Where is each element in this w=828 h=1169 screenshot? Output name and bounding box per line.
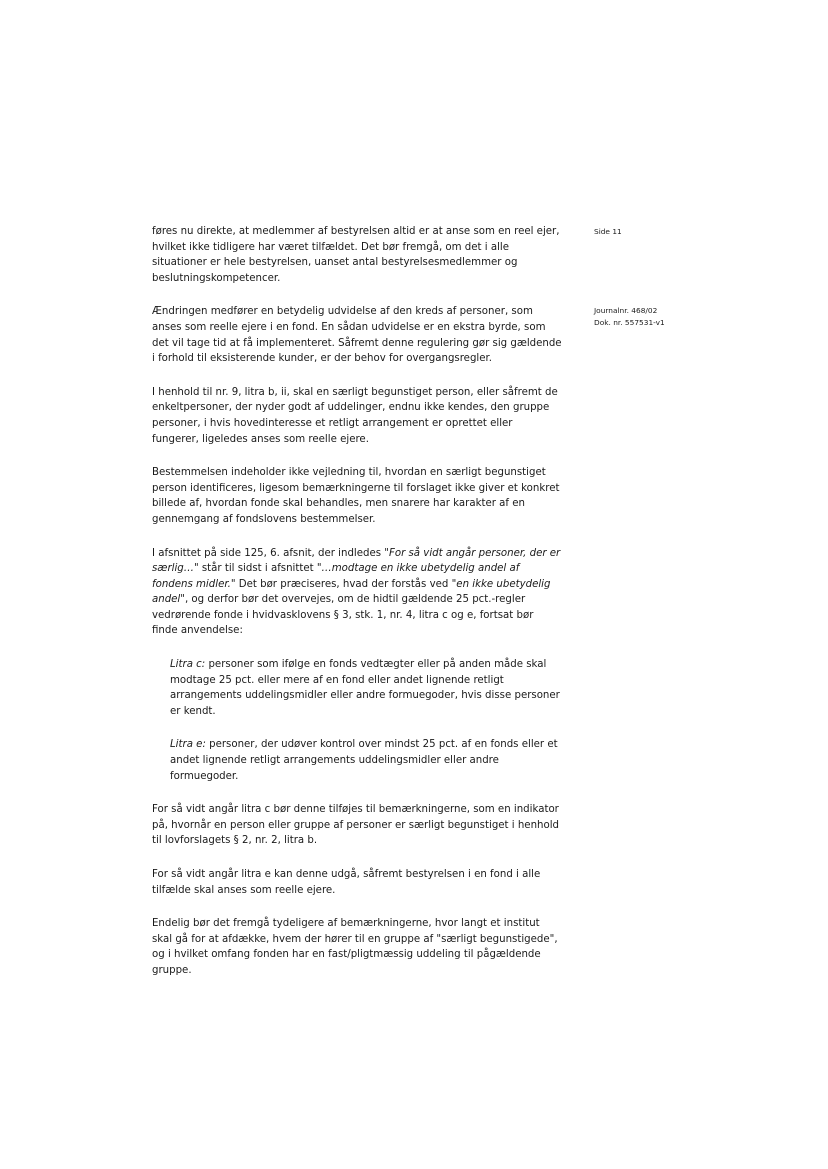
paragraph-5-end: , og derfor bør det overvejes, om de hidtil gældende 25 pct.-regler vedrørende fonde i hvidvasklovens § 3, stk. 1, nr. 4, litra c og e, fortsat bør finde anvendelse:	[152, 594, 534, 637]
journal-number: Journalnr. 468/02	[594, 306, 658, 315]
document-number: Dok. nr. 557531-v1	[594, 318, 665, 327]
litra-e-text: personer, der udøver kontrol over mindst 25 pct. af en fonds eller et andet lignende retligt arrangements uddelingsmidler eller andre formuegoder.	[170, 739, 558, 782]
paragraph-1: føres nu direkte, at medlemmer af bestyrelsen altid er at anse som en reel ejer, hvilket ikke tidligere har været tilfældet. Det bør fremgå, om det i alle situationer er hele bestyrelsen, uanset antal bestyrelsesmedlemmer og beslutningskompetencer.	[152, 226, 560, 284]
quoted-phrase-3: "en ikke ubetydelig andel"	[152, 578, 551, 606]
quoted-phrase-2: "…modtage en ikke ubetydelig andel af fondens midler."	[152, 563, 520, 590]
quoted-phrase-1: "For så vidt angår personer, der er særlig…"	[152, 547, 561, 575]
litra-e-label: Litra e:	[170, 739, 206, 751]
paragraph-5-intro: I afsnittet på side 125, 6. afsnit, der indledes	[152, 547, 385, 559]
paragraph-3: I henhold til nr. 9, litra b, ii, skal en særligt begunstiget person, eller såfremt de enkeltpersoner, der nyder godt af uddelinger, endnu ikke kendes, den gruppe personer, i hvis hovedinteresse et retligt arrangement er oprettet eller fungerer, ligeledes anses som reelle ejere.	[152, 386, 558, 445]
body-text	[152, 224, 562, 997]
quote-litra-c	[170, 657, 562, 719]
paragraph-4: Bestemmelsen indeholder ikke vejledning til, hvordan en særligt begunstiget person identificeres, ligesom bemærkningerne til forslaget ikke giver et konkret billede af, hvordan fonde skal behandles, men snarere har karakter af en gennemgang af fondslovens bestemmelser.	[152, 467, 560, 525]
paragraph-6: For så vidt angår litra c bør denne tilføjes til bemærkningerne, som en indikator på, hvornår en person eller gruppe af personer er særligt begunstiget i henhold til lovforslagets § 2, nr. 2, litra b.	[152, 804, 560, 847]
paragraph-2: Ændringen medfører en betydelig udvidelse af den kreds af personer, som anses som reelle ejere i en fond. En sådan udvidelse er en ekstra byrde, som det vil tage tid at få implementeret. Såfremt denne regulering gør sig gældende i forhold til eksisterende kunder, er der behov for overgangsregler.	[152, 306, 562, 365]
litra-c-text: personer som ifølge en fonds vedtægter eller på anden måde skal modtage 25 pct. eller mere af en fond eller andet lignende retligt arrangements uddelingsmidler eller andre formuegoder, hvis disse personer er kendt.	[170, 659, 560, 717]
quote-litra-e	[170, 737, 562, 784]
paragraph-8: Endelig bør det fremgå tydeligere af bemærkningerne, hvor langt et institut skal gå for at afdække, hvem der hører til en gruppe af "særligt begunstigede", og i hvilket omfang fonden har en fast/pligtmæssig uddeling til pågældende gruppe.	[152, 918, 558, 976]
paragraph-5-mid-2: Det bør præciseres, hvad der forstås ved	[235, 578, 452, 590]
page-number: Side 11	[594, 227, 622, 236]
document-reference	[594, 305, 665, 329]
paragraph-5	[152, 546, 562, 640]
paragraph-7: For så vidt angår litra e kan denne udgå, såfremt bestyrelsen i en fond i alle tilfælde skal anses som reelle ejere.	[152, 869, 541, 896]
paragraph-5-mid: står til sidst i afsnittet	[198, 563, 317, 575]
litra-c-label: Litra c:	[170, 659, 206, 671]
